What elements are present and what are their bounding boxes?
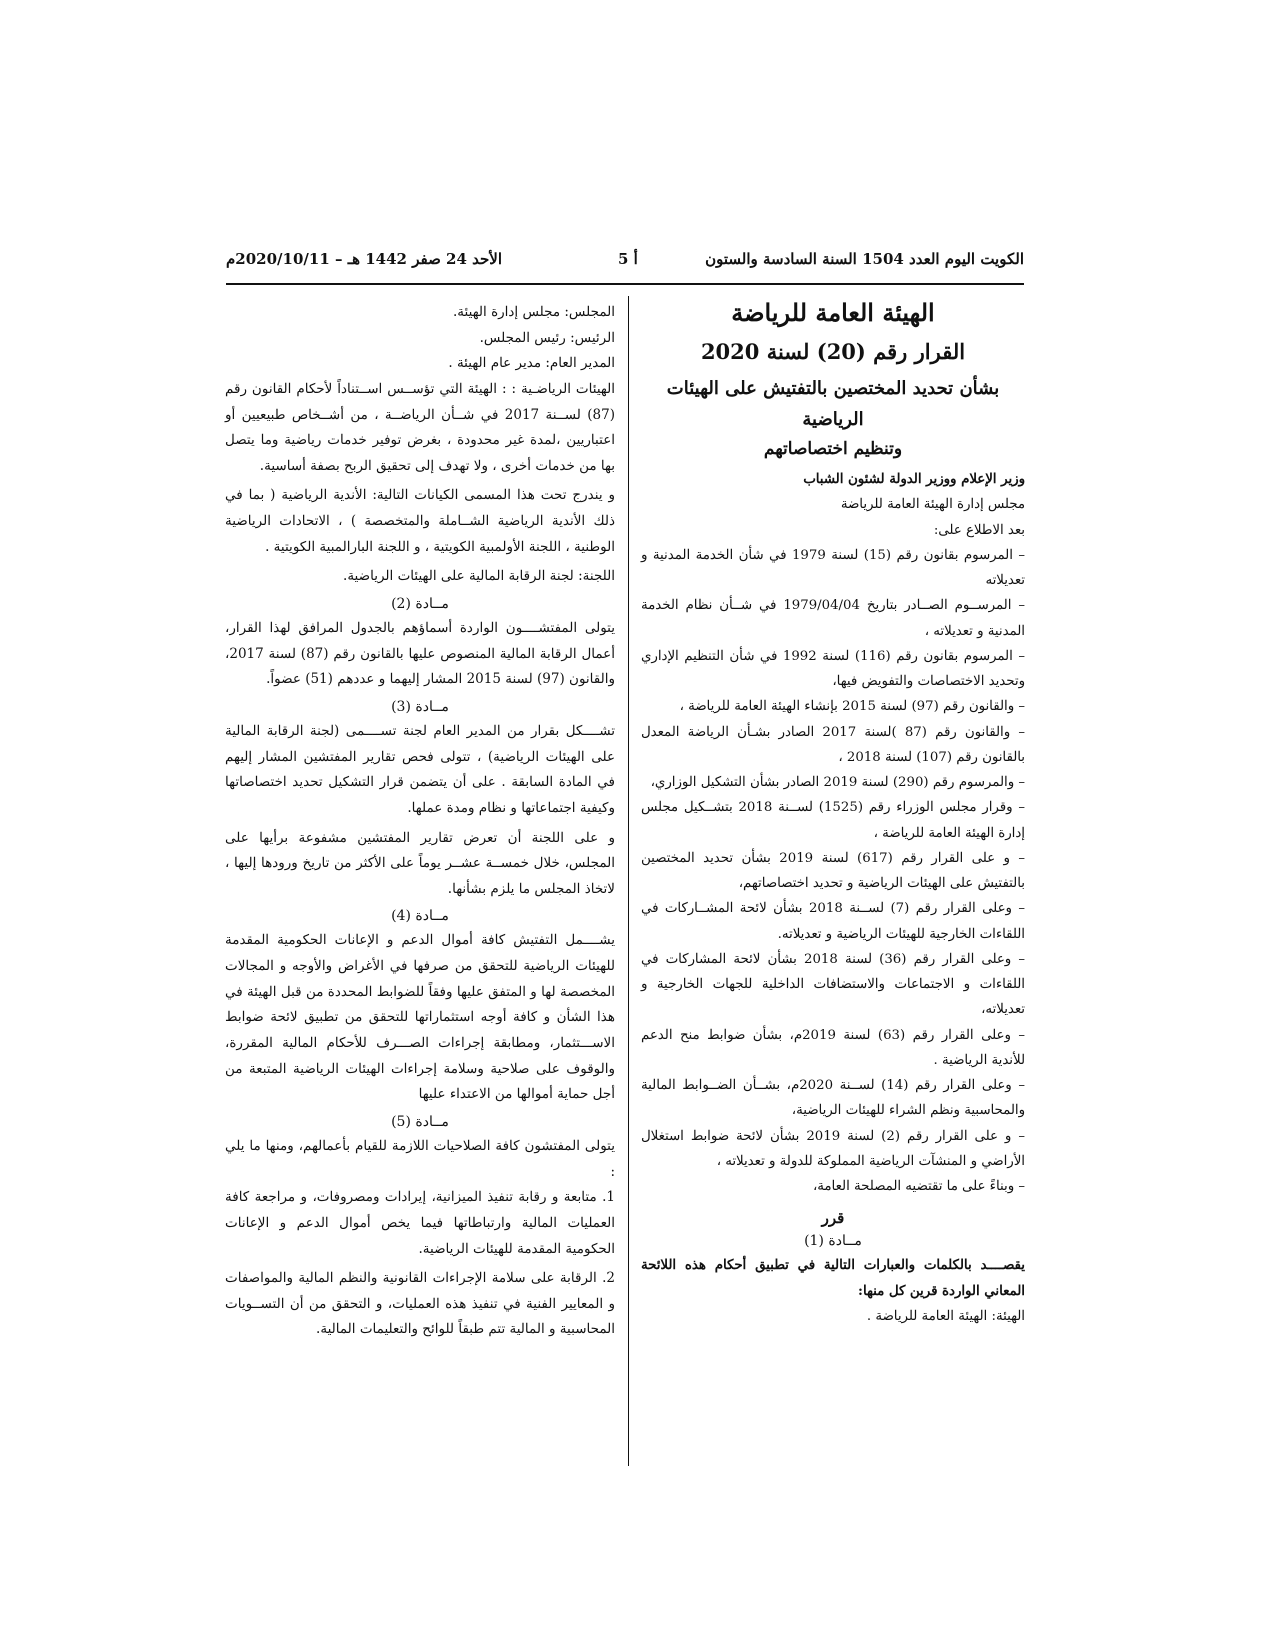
- decision-subject-continued: وتنظيم اختصاصاتهم: [763, 439, 903, 460]
- page-header: [226, 246, 1024, 276]
- recital: – والمرسوم رقم (290) لسنة 2019 الصادر بشأن التشكيل الوزاري،: [650, 775, 1025, 791]
- article-5-heading: مــادة (5): [391, 1113, 449, 1130]
- recital: – المرسوم بقانون رقم (116) لسنة 1992 في شأن التنظيم الإداري وتحديد الاختصاصات والتفويض فيها،: [641, 648, 1025, 690]
- recital: – وبناءً على ما تقتضيه المصلحة العامة،: [813, 1179, 1025, 1195]
- gazette-issue: الكويت اليوم العدد 1504 السنة السادسة والستون: [705, 250, 1024, 268]
- recital: – و على القرار رقم (2) لسنة 2019 بشأن لائحة ضوابط استغلال الأراضي و المنشآت الرياضية المملوكة للدولة و تعديلاته ،: [641, 1128, 1025, 1169]
- recital: – وعلى القرار رقم (63) لسنة 2019م، بشأن ضوابط منح الدعم للأندية الرياضية .: [641, 1027, 1026, 1068]
- article-3-text-continued: و على اللجنة أن تعرض تقارير المفتشين مشفوعة برأيها على المجلس، خلال خمســة عشــر يوماً على الأكثر من تاريخ ورودها إليها ، لاتخاذ المجلس ما يلزم بشأنها.: [225, 829, 615, 897]
- recital: – المرسوم بقانون رقم (15) لسنة 1979 في شأن الخدمة المدنية و تعديلاته: [641, 547, 1025, 589]
- page-number: أ 5: [618, 250, 638, 268]
- article-3-heading: مــادة (3): [391, 698, 449, 715]
- article-1-text: يقصــــد بالكلمات والعبارات التالية في تطبيق أحكام هذه اللائحة المعاني الواردة قرين كل منها:: [641, 1258, 1025, 1299]
- definition-committee: اللجنة: لجنة الرقابة المالية على الهيئات الرياضية.: [343, 568, 615, 585]
- authority-name: الهيئة العامة للرياضة: [731, 298, 935, 327]
- after-review: بعد الاطلاع على:: [933, 522, 1025, 538]
- article-3-text: تشــــكل بقرار من المدير العام لجنة تســــمى (لجنة الرقابة المالية على الهيئات الرياضية) ، تتولى فحص تقارير المفتشين المشار إليهم في المادة السابقة . على أن يتضمن قرار التشكيل تحديد اختصاصاتها وكيفية اجتماعاتها و نظام ومدة عملها.: [225, 722, 615, 816]
- decided-heading: قرر: [821, 1209, 845, 1228]
- column-divider: [628, 296, 629, 1466]
- recital: – وعلى القرار رقم (7) لســنة 2018 بشأن لائحة المشــاركات في اللقاءات الخارجية للهيئات الرياضية و تعديلاته.: [641, 901, 1025, 942]
- issue-date: الأحد 24 صفر 1442 هـ – 2020/10/11م: [226, 250, 502, 268]
- right-column: [641, 298, 1025, 1329]
- article-5-item: 1. متابعة و رقابة تنفيذ الميزانية، إيرادات ومصروفات، و مراجعة كافة العمليات المالية وارتباطاتها فيما يخص أموال الدعم و الإعانات الحكومية المقدمة للهيئات الرياضية.: [225, 1189, 615, 1257]
- article-5-intro: يتولى المفتشون كافة الصلاحيات اللازمة للقيام بأعمالهم، ومنها ما يلي :: [225, 1137, 615, 1180]
- definition-authority: الهيئة: الهيئة العامة للرياضة .: [866, 1308, 1025, 1324]
- definition-board: المجلس: مجلس إدارة الهيئة.: [453, 304, 615, 320]
- article-4-heading: مــادة (4): [391, 908, 449, 925]
- recital: – المرســوم الصــادر بتاريخ 1979/04/04 في شــأن نظام الخدمة المدنية و تعديلاته ،: [641, 598, 1025, 639]
- article-2-heading: مــادة (2): [391, 596, 449, 613]
- issuer: وزير الإعلام ووزير الدولة لشئون الشباب: [803, 472, 1025, 488]
- definition-sports-bodies: الهيئات الرياضـية : : الهيئة التي تؤســس اســتناداً لأحكام القانون رقم (87) لســنة 2017 في شــأن الرياضــة ، من أشــخاص طبيعيين أو اعتباريين ،لمدة غير محدودة ، بغرض توفير خدمات رياضية وما يتصل بها من خدمات أخرى ، ولا تهدف إلى تحقيق الربح بصفة أساسية.: [225, 380, 615, 474]
- definition-director: المدير العام: مدير عام الهيئة .: [448, 355, 615, 372]
- recital: – وعلى القرار رقم (36) لسنة 2018 بشأن لائحة المشاركات في اللقاءات و الاجتماعات والاستضافات الداخلية للجهات الخارجية و تعديلاته،: [641, 951, 1025, 1018]
- recital: – و على القرار رقم (617) لسنة 2019 بشأن تحديد المختصين بالتفتيش على الهيئات الرياضية و تحديد اختصاصاتهم،: [641, 850, 1025, 892]
- recital: – وعلى القرار رقم (14) لســنة 2020م، بشــأن الضــوابط المالية والمحاسبية ونظم الشراء للهيئات الرياضية،: [641, 1078, 1025, 1119]
- article-4-text: يشــــمل التفتيش كافة أموال الدعم و الإعانات الحكومية المقدمة للهيئات الرياضية للتحقق من صرفها في الأغراض والأوجه و المجالات المخصصة لها و المتفق عليها وفقاً للضوابط المحددة من قبل الهيئة في هذا الشأن و كافة أوجه استثماراتها للتحقق من تطبيق لائحة ضوابط الاســـتثمار، ومطابقة إجراءات الصـــرف للأحكام المالية المقررة، والوقوف على صلاحية وسلامة إجراءات الهيئات الرياضية المتبعة من أجل حماية أموالها من الاعتداء عليها: [225, 932, 615, 1103]
- recital: – والقانون رقم (97) لسنة 2015 بإنشاء الهيئة العامة للرياضة ،: [679, 699, 1025, 715]
- recital: – وقرار مجلس الوزراء رقم (1525) لســنة 2018 بتشــكيل مجلس إدارة الهيئة العامة للرياضة ،: [641, 800, 1025, 841]
- decision-title: القرار رقم (20) لسنة 2020: [700, 339, 966, 364]
- definition-chairman: الرئيس: رئيس المجلس.: [479, 329, 615, 346]
- board-name: مجلس إدارة الهيئة العامة للرياضة: [840, 497, 1025, 513]
- recital: – والقانون رقم (87 )لسنة 2017 الصادر بشـأن الرياضة المعدل بالقانون رقم (107) لسنة 2018 ،: [641, 724, 1025, 765]
- header-divider: [226, 283, 1024, 285]
- article-5-item: 2. الرقابة على سلامة الإجراءات القانونية والنظم المالية والمواصفات و المعايير الفنية في تنفيذ هذه العمليات، و التحقق من أن التســويات المحاسبية و المالية تتم طبقاً للوائح والتعليمات المالية.: [225, 1270, 615, 1338]
- definition-included-entities: و يندرج تحت هذا المسمى الكيانات التالية: الأندية الرياضية ( بما في ذلك الأندية الرياضية الشــاملة والمتخصصة ) ، الاتحادات الرياضية الوطنية ، اللجنة الأولمبية الكويتية ، و اللجنة البارالمبية الكويتية .: [225, 487, 615, 555]
- decision-subject: بشأن تحديد المختصين بالتفتيش على الهيئات الرياضية: [666, 378, 1000, 430]
- article-2-text: يتولى المفتشــــون الواردة أسماؤهم بالجدول المرافق لهذا القرار، أعمال الرقابة المالية المنصوص عليها بالقانون رقم (87) لسنة 2017، والقانون (97) لسنة 2015 المشار إليهما و عددهم (51) عضواً.: [225, 620, 615, 688]
- article-1-heading: مــادة (1): [804, 1233, 862, 1250]
- left-column: [225, 300, 615, 1347]
